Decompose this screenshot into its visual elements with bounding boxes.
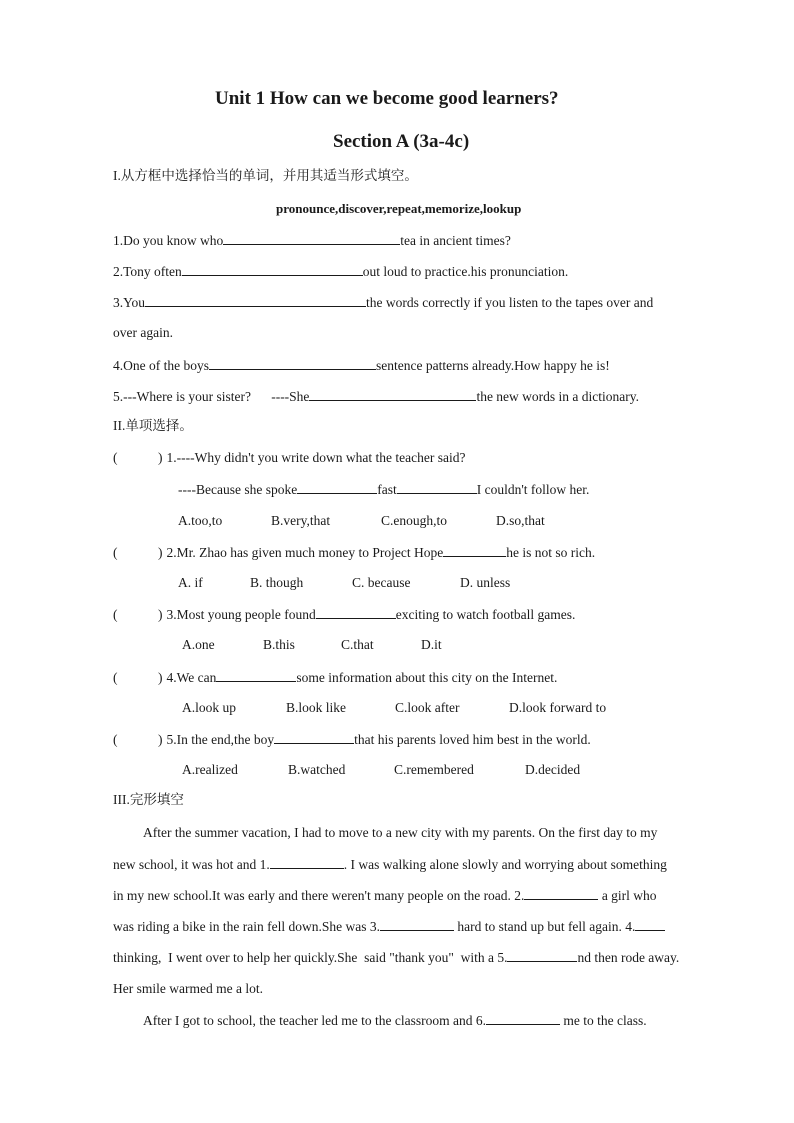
cloze-blank-1[interactable] xyxy=(270,856,344,869)
cloze-line-7 xyxy=(143,1012,647,1029)
mc-q2-option-a[interactable]: A. if xyxy=(178,575,203,590)
mc-q1-line2c: I couldn't follow her. xyxy=(476,482,590,497)
cloze-line-5 xyxy=(113,949,679,966)
q4-text-b: sentence patterns already.How happy he is! xyxy=(375,358,610,373)
mc-q1-stem: 1.----Why didn't you write down what the teacher said? xyxy=(166,450,466,465)
q4-blank[interactable] xyxy=(209,357,376,370)
mc-q4-stem-b: some information about this city on the Internet. xyxy=(296,670,558,685)
q3-text-b: the words correctly if you listen to the tapes over and xyxy=(366,295,654,310)
part2-heading: II.单项选择。 xyxy=(113,418,193,433)
q1-text-b: tea in ancient times? xyxy=(400,233,511,248)
mc-q2 xyxy=(113,544,595,561)
mc-q5-option-c[interactable]: C.remembered xyxy=(394,762,474,777)
mc-q4-option-b[interactable]: B.look like xyxy=(286,700,346,715)
part1-q3-cont: over again. xyxy=(113,325,173,340)
unit-title: Unit 1 How can we become good learners? xyxy=(215,88,559,109)
mc-q1 xyxy=(113,450,465,466)
cloze-blank-4[interactable] xyxy=(635,918,665,931)
cloze-line-4 xyxy=(113,918,665,935)
mc-q1-option-d[interactable]: D.so,that xyxy=(496,513,545,528)
cloze-line-2b: . I was walking alone slowly and worrying about something xyxy=(343,857,667,872)
mc-q1-option-a[interactable]: A.too,to xyxy=(178,513,223,528)
mc-q5-paren[interactable]: ( ) xyxy=(113,732,163,747)
part1-q4 xyxy=(113,357,610,374)
cloze-line-6: Her smile warmed me a lot. xyxy=(113,981,263,996)
mc-q3-option-a[interactable]: A.one xyxy=(182,637,215,652)
cloze-line-2a: new school, it was hot and 1. xyxy=(113,857,270,872)
q3-blank[interactable] xyxy=(145,294,366,307)
part1-q5 xyxy=(113,388,639,405)
mc-q1-line2b: fast xyxy=(377,482,397,497)
cloze-line-2 xyxy=(113,856,667,873)
cloze-line-1: After the summer vacation, I had to move to a new city with my parents. On the first day to my xyxy=(143,825,658,840)
mc-q3-blank[interactable] xyxy=(316,606,396,619)
mc-q2-option-d[interactable]: D. unless xyxy=(460,575,511,590)
mc-q3-stem-a: 3.Most young people found xyxy=(166,607,316,622)
mc-q5-option-b[interactable]: B.watched xyxy=(288,762,346,777)
mc-q5-option-d[interactable]: D.decided xyxy=(525,762,581,777)
part3-heading: III.完形填空 xyxy=(113,792,184,807)
q2-text-b: out loud to practice.his pronunciation. xyxy=(362,264,569,279)
mc-q5-blank[interactable] xyxy=(274,731,354,744)
cloze-blank-5[interactable] xyxy=(507,949,577,962)
mc-q4-paren[interactable]: ( ) xyxy=(113,670,163,685)
mc-q4-option-c[interactable]: C.look after xyxy=(395,700,460,715)
mc-q2-option-b[interactable]: B. though xyxy=(250,575,304,590)
mc-q4-option-a[interactable]: A.look up xyxy=(182,700,236,715)
part1-q2 xyxy=(113,263,568,280)
mc-q4-blank[interactable] xyxy=(216,669,296,682)
mc-q1-line2 xyxy=(178,481,589,498)
cloze-line-4b: hard to stand up but fell again. 4. xyxy=(453,919,636,934)
mc-q3-paren[interactable]: ( ) xyxy=(113,607,163,622)
mc-q4-option-d[interactable]: D.look forward to xyxy=(509,700,607,715)
mc-q1-line2a: ----Because she spoke xyxy=(178,482,298,497)
cloze-line-7a: After I got to school, the teacher led me to the classroom and 6. xyxy=(143,1013,487,1028)
q3-text-a: 3.You xyxy=(113,295,146,310)
mc-q1-blank-2[interactable] xyxy=(397,481,477,494)
mc-q5-stem-b: that his parents loved him best in the world. xyxy=(354,732,591,747)
mc-q5 xyxy=(113,731,591,748)
mc-q2-blank[interactable] xyxy=(443,544,506,557)
cloze-line-5b: nd then rode away. xyxy=(577,950,680,965)
q5-blank[interactable] xyxy=(309,388,476,401)
mc-q2-option-c[interactable]: C. because xyxy=(352,575,411,590)
mc-q1-blank-1[interactable] xyxy=(297,481,377,494)
cloze-line-7b: me to the class. xyxy=(560,1013,647,1028)
cloze-blank-2[interactable] xyxy=(524,887,598,900)
mc-q4 xyxy=(113,669,557,686)
mc-q5-option-a[interactable]: A.realized xyxy=(182,762,238,777)
q1-text-a: 1.Do you know who xyxy=(113,233,224,248)
mc-q3-option-d[interactable]: D.it xyxy=(421,637,442,652)
mc-q3-stem-b: exciting to watch football games. xyxy=(395,607,576,622)
q5-text-b: the new words in a dictionary. xyxy=(476,389,640,404)
word-box: pronounce,discover,repeat,memorize,lookup xyxy=(276,201,522,216)
part1-q1 xyxy=(113,232,511,249)
cloze-line-3b: a girl who xyxy=(598,888,657,903)
mc-q2-stem-b: he is not so rich. xyxy=(506,545,596,560)
cloze-line-4a: was riding a bike in the rain fell down.She was 3. xyxy=(113,919,380,934)
cloze-blank-6[interactable] xyxy=(486,1012,560,1025)
mc-q2-stem-a: 2.Mr. Zhao has given much money to Project Hope xyxy=(166,545,444,560)
mc-q1-paren[interactable]: ( ) xyxy=(113,450,163,465)
mc-q3-option-b[interactable]: B.this xyxy=(263,637,295,652)
mc-q2-paren[interactable]: ( ) xyxy=(113,545,163,560)
mc-q5-stem-a: 5.In the end,the boy xyxy=(166,732,275,747)
section-title: Section A (3a-4c) xyxy=(333,131,470,152)
mc-q1-option-c[interactable]: C.enough,to xyxy=(381,513,447,528)
mc-q3-option-c[interactable]: C.that xyxy=(341,637,374,652)
q4-text-a: 4.One of the boys xyxy=(113,358,209,373)
cloze-line-3a: in my new school.It was early and there weren't many people on the road. 2. xyxy=(113,888,525,903)
cloze-line-3 xyxy=(113,887,657,904)
mc-q1-option-b[interactable]: B.very,that xyxy=(271,513,331,528)
part1-heading: I.从方框中选择恰当的单词，并用其适当形式填空。 xyxy=(113,168,418,183)
mc-q4-stem-a: 4.We can xyxy=(166,670,217,685)
q2-text-a: 2.Tony often xyxy=(113,264,182,279)
q2-blank[interactable] xyxy=(182,263,363,276)
mc-q3 xyxy=(113,606,575,623)
q5-text-a: 5.---Where is your sister? ----She xyxy=(113,389,310,404)
part1-q3 xyxy=(113,294,653,311)
cloze-line-5a: thinking, I went over to help her quickly.She said "thank you" with a 5. xyxy=(113,950,508,965)
cloze-blank-3[interactable] xyxy=(380,918,454,931)
q1-blank[interactable] xyxy=(223,232,400,245)
